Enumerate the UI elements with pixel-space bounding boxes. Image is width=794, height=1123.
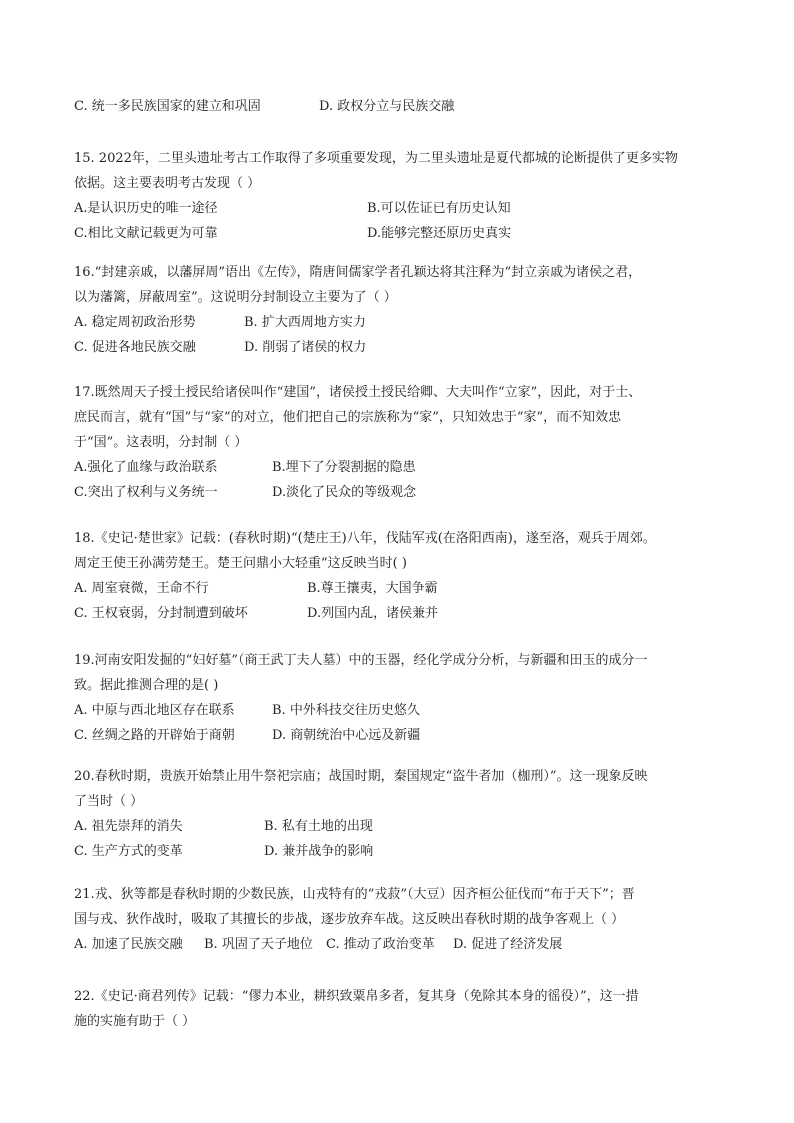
- question-16: [74, 260, 724, 360]
- question-21: [74, 882, 724, 957]
- question-stem-line: 于“国”。这表明，分封制（ ）: [74, 435, 248, 450]
- question-stem-line: 16.“封建亲戚，以藩屏周”语出《左传》，隋唐间儒家学者孔颖达将其注释为“封立亲戚为诸侯之君，: [74, 265, 642, 280]
- options-row: [74, 814, 724, 839]
- option-d[interactable]: D. 削弱了诸侯的权力: [244, 340, 367, 355]
- option-b[interactable]: B. 中外科技交往历史悠久: [272, 703, 420, 718]
- options-row: [74, 698, 724, 723]
- option-b[interactable]: B. 私有土地的出现: [264, 819, 373, 834]
- option-b[interactable]: B.可以佐证已有历史认知: [367, 201, 511, 216]
- option-c[interactable]: C. 推动了政治变革: [326, 937, 435, 952]
- question-stem-line: 19.河南安阳发掘的“妇好墓”（商王武丁夫人墓）中的玉器，经化学成分分析，与新疆和田玉的成分一: [74, 653, 648, 668]
- option-a[interactable]: A. 稳定周初政治形势: [74, 315, 196, 330]
- option-d[interactable]: D.能够完整还原历史真实: [367, 226, 512, 241]
- option-d[interactable]: D. 促进了经济发展: [453, 937, 563, 952]
- option-c[interactable]: C. 丝绸之路的开辟始于商朝: [74, 728, 235, 743]
- option-c[interactable]: C.相比文献记载更为可靠: [74, 226, 218, 241]
- option-a[interactable]: A. 中原与西北地区存在联系: [74, 703, 235, 718]
- option-d[interactable]: D. 政权分立与民族交融: [319, 99, 455, 114]
- question-stem-line: 21.戎、狄等都是春秋时期的少数民族，山戎特有的“戎菽”（大豆）因齐桓公征伐而“布于天下”；晋: [74, 887, 635, 902]
- question-19: [74, 648, 724, 748]
- options-row: [74, 335, 724, 360]
- options-row: [74, 455, 724, 480]
- option-d[interactable]: D. 兼并战争的影响: [264, 844, 374, 859]
- question-22: [74, 984, 724, 1034]
- option-a[interactable]: A. 祖先崇拜的消失: [74, 819, 183, 834]
- option-d[interactable]: D.淡化了民众的等级观念: [272, 485, 417, 500]
- option-d[interactable]: D.列国内乱，诸侯兼并: [307, 606, 439, 621]
- question-17: [74, 380, 724, 505]
- options-row: [74, 576, 724, 601]
- question-stem-line: 15. 2022年，二里头遗址考古工作取得了多项重要发现，为二里头遗址是夏代都城的论断提供了更多实物: [74, 151, 678, 166]
- option-c[interactable]: C. 促进各地民族交融: [74, 340, 196, 355]
- question-14-options: [74, 94, 724, 119]
- option-a[interactable]: A. 加速了民族交融: [74, 937, 183, 952]
- option-b[interactable]: B.埋下了分裂割据的隐患: [272, 460, 416, 475]
- option-a[interactable]: A.强化了血缘与政治联系: [74, 460, 218, 475]
- question-stem-line: 18.《史记·楚世家》记载：(春秋时期)“(楚庄王)八年，伐陆军戎(在洛阳西南)，遂至洛，观兵于周郊。: [74, 531, 656, 546]
- option-b[interactable]: B. 扩大西周地方实力: [244, 315, 366, 330]
- options-row: [74, 196, 724, 221]
- options-row: [74, 723, 724, 748]
- question-stem-line: 国与戎、狄作战时，吸取了其擅长的步战，逐步放弃车战。这反映出春秋时期的战争客观上（ ）: [74, 912, 625, 927]
- option-c[interactable]: C. 王权衰弱，分封制遭到破坏: [74, 606, 248, 621]
- question-stem-line: 17.既然周天子授土授民给诸侯叫作“建国”，诸侯授土授民给卿、大夫叫作“立家”，因此，对于士、: [74, 385, 642, 400]
- question-20: [74, 764, 724, 864]
- question-18: [74, 526, 724, 626]
- option-c[interactable]: C.突出了权利与义务统一: [74, 485, 218, 500]
- option-a[interactable]: A. 周室衰微，王命不行: [74, 581, 209, 596]
- question-15: [74, 146, 724, 246]
- options-row: [74, 480, 724, 505]
- question-stem-line: 了当时（ ）: [74, 794, 144, 809]
- question-stem-line: 周定王使王孙满劳楚王。楚王问鼎小大轻重”这反映当时( ): [74, 556, 407, 571]
- question-stem-line: 施的实施有助于（ ）: [74, 1014, 196, 1029]
- question-stem-line: 致。据此推测合理的是( ): [74, 678, 219, 693]
- option-b[interactable]: B. 巩固了天子地位: [204, 937, 313, 952]
- options-row: [74, 601, 724, 626]
- option-d[interactable]: D. 商朝统治中心远及新疆: [272, 728, 421, 743]
- question-stem-line: 庶民而言，就有“国”与“家”的对立，他们把自己的宗族称为“家”，只知效忠于“家”，而不知效忠: [74, 410, 622, 425]
- option-c[interactable]: C. 统一多民族国家的建立和巩固: [74, 99, 261, 114]
- question-stem-line: 以为藩篱，屏蔽周室”。这说明分封制设立主要为了（ ）: [74, 290, 397, 305]
- question-stem-line: 依据。这主要表明考古发现（ ）: [74, 176, 261, 191]
- question-stem-line: 22.《史记·商君列传》记载：“僇力本业，耕织致粟帛多者，复其身（免除其本身的徭役）”，这一措: [74, 989, 639, 1004]
- option-b[interactable]: B.尊王攘夷，大国争霸: [307, 581, 438, 596]
- option-a[interactable]: A.是认识历史的唯一途径: [74, 201, 218, 216]
- options-row: [74, 839, 724, 864]
- options-row: [74, 221, 724, 246]
- question-stem-line: 20.春秋时期，贵族开始禁止用牛祭祀宗庙；战国时期，秦国规定“盗牛者加（枷刑）”。这一现象反映: [74, 769, 648, 784]
- options-row: [74, 94, 724, 119]
- options-row: [74, 310, 724, 335]
- options-row: [74, 932, 724, 957]
- option-c[interactable]: C. 生产方式的变革: [74, 844, 183, 859]
